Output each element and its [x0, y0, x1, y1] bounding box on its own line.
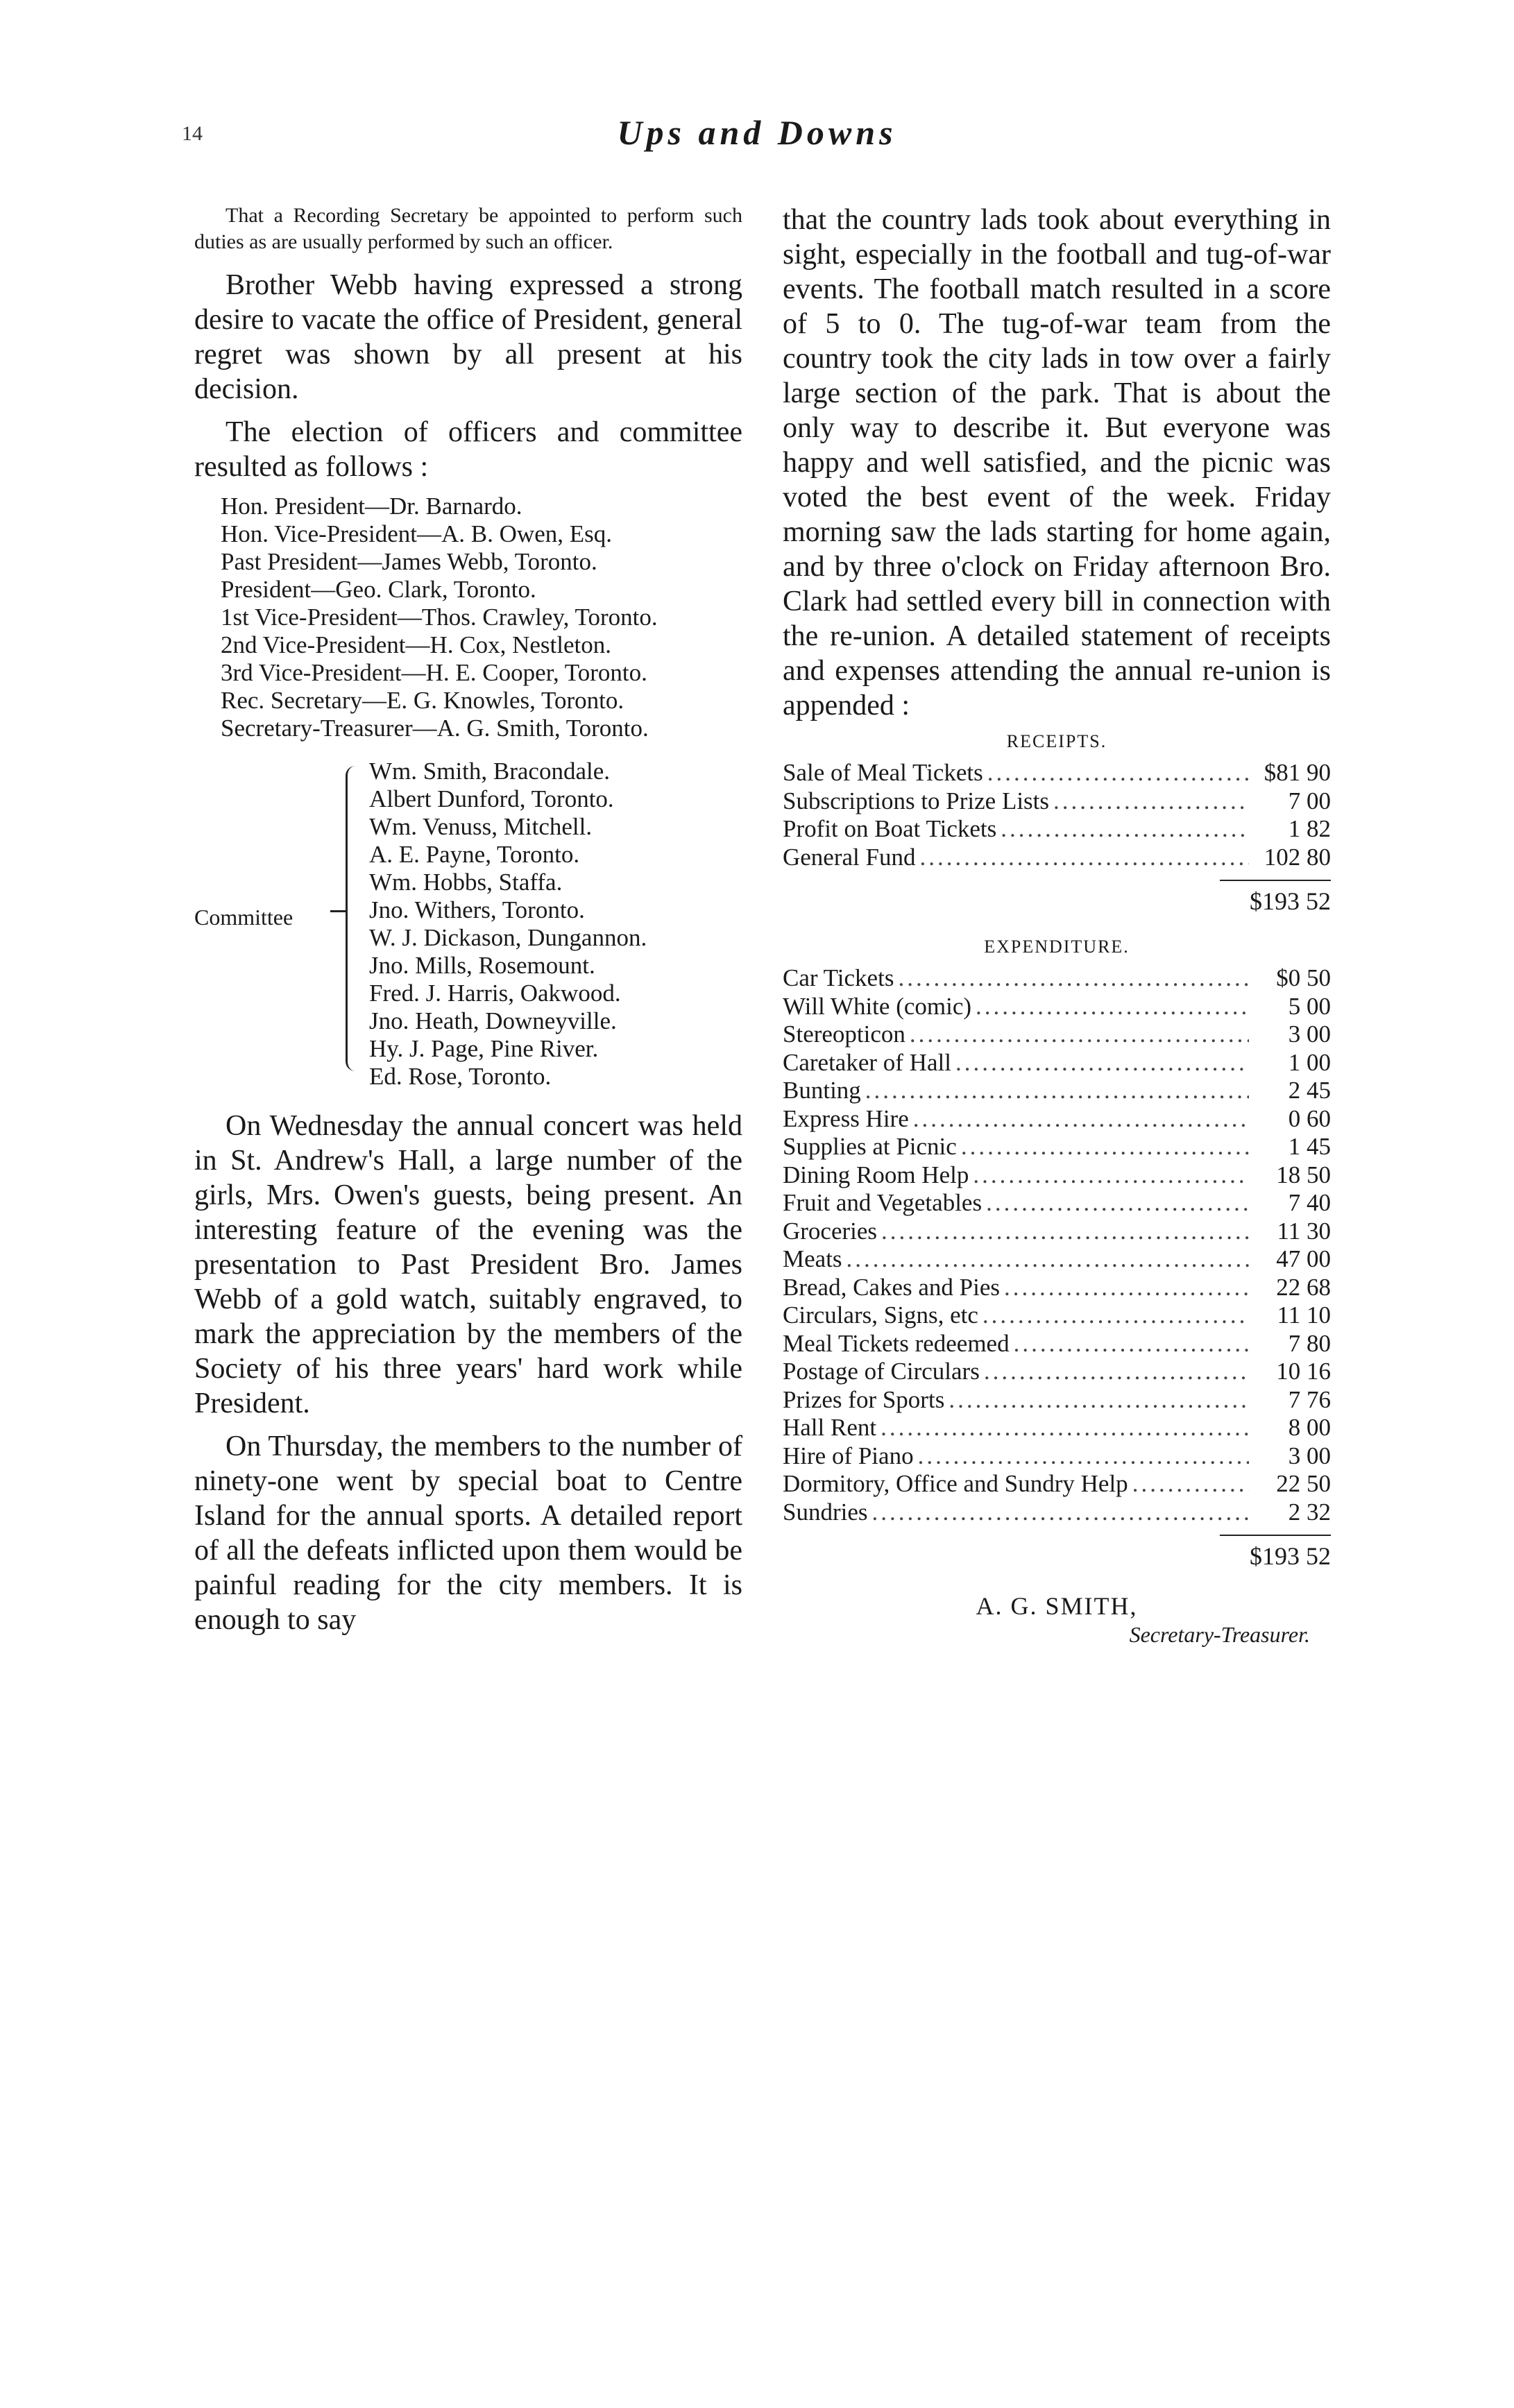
officer-entry: 1st Vice-President—Thos. Crawley, Toronto. — [221, 604, 658, 631]
expenditure-amount: 18 50 — [1276, 1161, 1331, 1188]
expenditure-item: Meal Tickets redeemed — [783, 1329, 1010, 1357]
expenditure-heading: EXPENDITURE. — [984, 937, 1130, 957]
leader-dots — [949, 1386, 1249, 1415]
committee-member: Fred. J. Harris, Oakwood. — [369, 980, 621, 1007]
leader-dots — [918, 1442, 1249, 1471]
expenditure-item: Bunting — [783, 1077, 861, 1104]
committee-member: Jno. Mills, Rosemount. — [369, 952, 595, 979]
expenditure-row — [783, 1077, 1331, 1105]
officer-entry: Past President—James Webb, Toronto. — [221, 548, 597, 575]
officer-entry: Rec. Secretary—E. G. Knowles, Toronto. — [221, 687, 624, 714]
expenditure-amount: 22 50 — [1276, 1470, 1331, 1497]
expenditure-amount: 2 45 — [1288, 1077, 1331, 1104]
expenditure-total-rule — [1220, 1535, 1331, 1536]
expenditure-item: Hall Rent — [783, 1414, 877, 1441]
expenditure-amount: 8 00 — [1288, 1414, 1331, 1441]
paragraph-webb-resign: Brother Webb having expressed a strong desire to vacate the office of President, general regret was shown by all present at his decision. — [194, 269, 742, 405]
receipts-list — [783, 759, 1331, 871]
receipt-item: General Fund — [783, 843, 916, 871]
receipts-total: $193 52 — [1250, 887, 1331, 915]
expenditure-row — [783, 1161, 1331, 1190]
expenditure-row — [783, 1498, 1331, 1527]
expenditure-amount: 1 45 — [1288, 1133, 1331, 1160]
expenditure-item: Sundries — [783, 1498, 868, 1526]
expenditure-amount: 5 00 — [1288, 992, 1331, 1020]
leader-dots — [961, 1133, 1249, 1161]
leader-dots — [1014, 1330, 1249, 1358]
expenditure-amount: 10 16 — [1276, 1358, 1331, 1385]
expenditure-row — [783, 1301, 1331, 1330]
leader-dots — [1132, 1470, 1249, 1498]
expenditure-item: Bread, Cakes and Pies — [783, 1273, 1000, 1301]
paragraph-concert: On Wednesday the annual concert was held in St. Andrew's Hall, a large number of the girls, Mrs. Owen's guests, being present. An interesting feature of the evening was the presentation to Past President Bro. James Webb of a gold watch, suitably engraved, to mark the appreciation by the members of the Society of his three years' hard work while President. — [194, 1110, 742, 1419]
receipt-amount: $81 90 — [1264, 759, 1331, 786]
committee-member: A. E. Payne, Toronto. — [369, 841, 580, 868]
committee-member: Wm. Hobbs, Staffa. — [369, 869, 563, 896]
receipts-total-rule — [1220, 880, 1331, 881]
expenditure-row — [783, 1189, 1331, 1218]
expenditure-amount: 11 30 — [1277, 1217, 1331, 1245]
leader-dots — [1004, 1274, 1249, 1302]
receipt-amount: 102 80 — [1264, 843, 1331, 871]
leader-dots — [913, 1105, 1249, 1134]
leader-dots — [955, 1049, 1249, 1077]
leader-dots — [983, 1301, 1249, 1330]
running-title: Ups and Downs — [617, 113, 897, 152]
receipt-item: Subscriptions to Prize Lists — [783, 787, 1050, 814]
expenditure-row — [783, 1218, 1331, 1246]
expenditure-row — [783, 1049, 1331, 1077]
expenditure-row — [783, 1386, 1331, 1415]
expenditure-row — [783, 964, 1331, 993]
page-number: 14 — [182, 122, 203, 145]
officer-entry: Secretary-Treasurer—A. G. Smith, Toronto. — [221, 715, 649, 742]
expenditure-row — [783, 1414, 1331, 1442]
expenditure-item: Dining Room Help — [783, 1161, 969, 1188]
committee-label: Committee — [194, 905, 294, 930]
leader-dots — [872, 1498, 1250, 1527]
expenditure-list — [783, 964, 1331, 1526]
committee-brace — [346, 766, 359, 1071]
officer-entry: 3rd Vice-President—H. E. Cooper, Toronto. — [221, 659, 647, 686]
leader-dots — [1053, 787, 1249, 816]
officer-entry: Hon. President—Dr. Barnardo. — [221, 493, 522, 520]
committee-member: Hy. J. Page, Pine River. — [369, 1035, 599, 1062]
officers-list — [194, 493, 742, 742]
receipt-item: Profit on Boat Tickets — [783, 815, 997, 842]
committee-member: Wm. Venuss, Mitchell. — [369, 813, 593, 840]
leader-dots — [1001, 815, 1249, 844]
committee-block — [194, 758, 742, 1091]
leader-dots — [986, 1189, 1249, 1218]
receipt-amount: 7 00 — [1288, 787, 1331, 814]
expenditure-row — [783, 1330, 1331, 1358]
expenditure-row — [783, 1358, 1331, 1386]
committee-member: Wm. Smith, Bracondale. — [369, 758, 611, 785]
receipt-amount: 1 82 — [1288, 815, 1331, 842]
expenditure-amount: 7 76 — [1288, 1385, 1331, 1413]
officer-entry: Hon. Vice-President—A. B. Owen, Esq. — [221, 520, 612, 547]
expenditure-item: Circulars, Signs, etc — [783, 1301, 978, 1329]
expenditure-amount: 11 10 — [1277, 1301, 1331, 1329]
expenditure-item: Meats — [783, 1245, 842, 1272]
expenditure-item: Supplies at Picnic — [783, 1133, 957, 1160]
committee-member: Albert Dunford, Toronto. — [369, 785, 614, 812]
paragraph-sports: On Thursday, the members to the number of ninety-one went by special boat to Centre Island for the annual sports. A detailed report of all the defeats inflicted upon them would be painful reading for the city members. It is enough to say — [194, 1431, 742, 1636]
expenditure-row — [783, 1245, 1331, 1274]
expenditure-item: Car Tickets — [783, 964, 894, 991]
expenditure-amount: 22 68 — [1276, 1273, 1331, 1301]
leader-dots — [865, 1077, 1249, 1105]
motion-text: That a Recording Secretary be appointed to perform such duties as are usually performed by such an officer. — [194, 204, 742, 253]
receipt-row — [783, 844, 1331, 872]
expenditure-amount: 1 00 — [1288, 1048, 1331, 1076]
signature-title: Secretary-Treasurer. — [1129, 1622, 1310, 1647]
officer-entry: President—Geo. Clark, Toronto. — [221, 576, 536, 603]
signature-name: A. G. SMITH, — [976, 1592, 1138, 1620]
receipt-item: Sale of Meal Tickets — [783, 759, 983, 786]
receipt-row — [783, 787, 1331, 816]
expenditure-item: Dormitory, Office and Sundry Help — [783, 1470, 1128, 1497]
expenditure-item: Will White (comic) — [783, 992, 972, 1020]
expenditure-amount: 3 00 — [1288, 1442, 1331, 1469]
expenditure-amount: 47 00 — [1276, 1245, 1331, 1272]
leader-dots — [973, 1161, 1249, 1190]
committee-member: W. J. Dickason, Dungannon. — [369, 924, 647, 951]
expenditure-item: Groceries — [783, 1217, 878, 1245]
expenditure-item: Hire of Piano — [783, 1442, 914, 1469]
committee-member: Jno. Heath, Downeyville. — [369, 1007, 617, 1034]
expenditure-row — [783, 1021, 1331, 1049]
leader-dots — [847, 1245, 1249, 1274]
receipt-row — [783, 759, 1331, 787]
leader-dots — [881, 1218, 1249, 1246]
committee-member: Jno. Withers, Toronto. — [369, 896, 585, 923]
expenditure-amount: 2 32 — [1288, 1498, 1331, 1526]
left-column — [194, 203, 742, 1646]
expenditure-row — [783, 993, 1331, 1021]
expenditure-row — [783, 1274, 1331, 1302]
expenditure-item: Prizes for Sports — [783, 1385, 945, 1413]
leader-dots — [910, 1021, 1249, 1049]
expenditure-item: Stereopticon — [783, 1021, 905, 1048]
expenditure-row — [783, 1442, 1331, 1471]
committee-member: Ed. Rose, Toronto. — [369, 1063, 552, 1090]
expenditure-amount: 7 40 — [1288, 1189, 1331, 1216]
right-column — [783, 203, 1331, 1648]
expenditure-amount: 0 60 — [1288, 1104, 1331, 1132]
officer-entry: 2nd Vice-President—H. Cox, Nestleton. — [221, 631, 612, 658]
committee-brace-tip — [330, 910, 346, 912]
paragraph-election-intro: The election of officers and committee resulted as follows : — [194, 416, 742, 483]
committee-members — [369, 758, 647, 1091]
expenditure-item: Express Hire — [783, 1104, 909, 1132]
expenditure-item: Caretaker of Hall — [783, 1048, 951, 1076]
expenditure-amount: $0 50 — [1276, 964, 1331, 991]
leader-dots — [919, 844, 1249, 872]
page-header — [0, 112, 1514, 154]
expenditure-row — [783, 1105, 1331, 1134]
expenditure-item: Postage of Circulars — [783, 1358, 980, 1385]
leader-dots — [976, 993, 1249, 1021]
receipts-heading: RECEIPTS. — [1006, 731, 1107, 751]
expenditure-amount: 3 00 — [1288, 1021, 1331, 1048]
receipt-row — [783, 815, 1331, 844]
leader-dots — [898, 964, 1249, 993]
expenditure-total: $193 52 — [1250, 1542, 1331, 1570]
leader-dots — [881, 1414, 1249, 1442]
leader-dots — [987, 759, 1249, 787]
expenditure-amount: 7 80 — [1288, 1329, 1331, 1357]
expenditure-row — [783, 1133, 1331, 1161]
leader-dots — [984, 1358, 1249, 1386]
expenditure-row — [783, 1470, 1331, 1498]
expenditure-item: Fruit and Vegetables — [783, 1189, 983, 1216]
paragraph-picnic: that the country lads took about everything in sight, especially in the football and tug-of-war events. The football match resulted in a score of 5 to 0. The tug-of-war team from the country took the city lads in tow over a fairly large section of the park. That is about the only way to describe it. But everyone was happy and well satisfied, and the picnic was voted the best event of the week. Friday morning saw the lads starting for home again, and by three o'clock on Friday afternoon Bro. Clark had settled every bill in connection with the re-union. A detailed statement of receipts and expenses attending the annual re-union is appended : — [783, 204, 1331, 721]
